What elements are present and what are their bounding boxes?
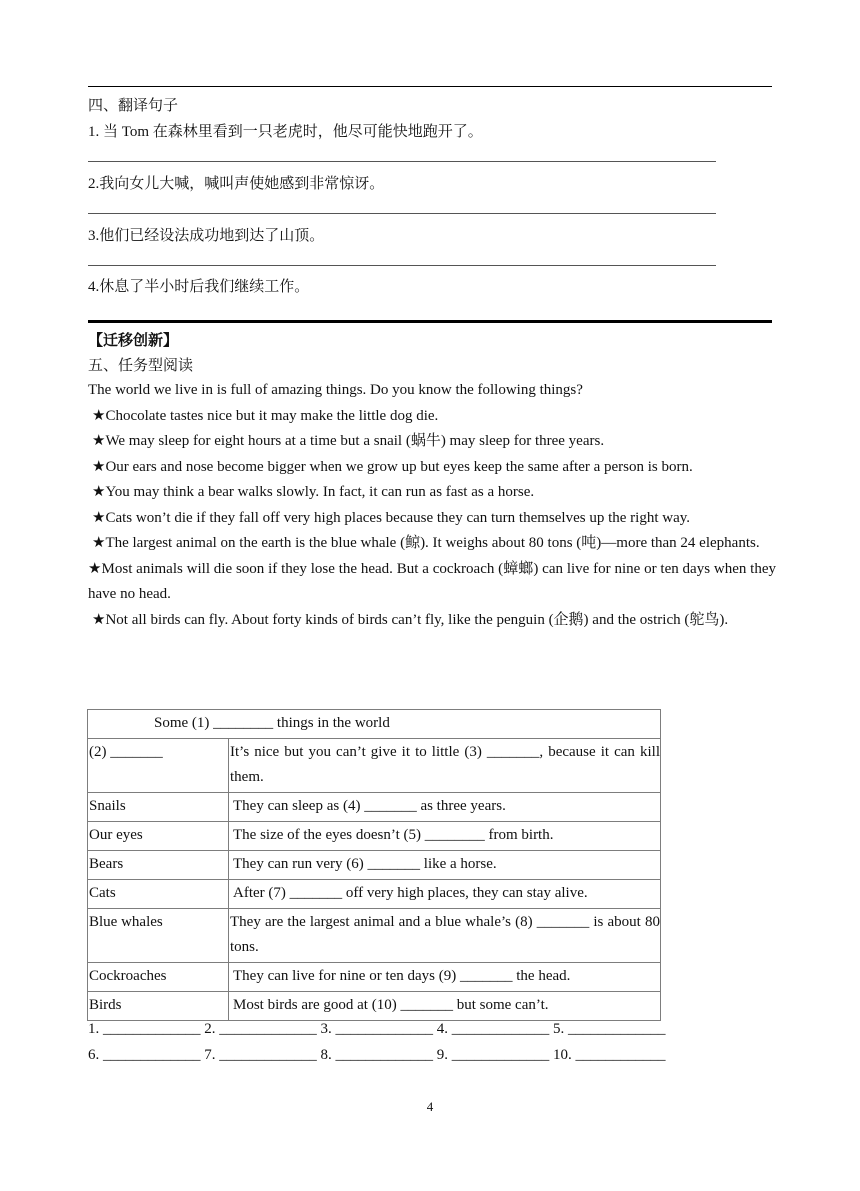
- row-text: They can sleep as (4) _______ as three years.: [229, 793, 661, 822]
- row-label: Bears: [88, 851, 229, 880]
- fact-birds: ★Not all birds can fly. About forty kinds of birds can’t fly, like the penguin (企鹅) and the ostrich (鸵鸟).: [92, 611, 729, 628]
- fact-bear: ★You may think a bear walks slowly. In fact, it can run as fast as a horse.: [92, 484, 535, 500]
- table-header-row: [88, 710, 661, 739]
- table-row: [88, 822, 661, 851]
- translate-item-3: 3.他们已经设法成功地到达了山顶。: [88, 228, 325, 244]
- section-heading-translate: 四、翻译句子: [88, 98, 179, 114]
- row-text: It’s nice but you can’t give it to little (3) _______, because it can kill them.: [229, 739, 661, 793]
- row-label: Birds: [88, 992, 229, 1021]
- top-rule: [88, 86, 772, 87]
- page-number: 4: [426, 1099, 434, 1114]
- table-row: [88, 992, 661, 1021]
- table-row: [88, 963, 661, 992]
- table-row: [88, 739, 661, 793]
- row-label: Cockroaches: [88, 963, 229, 992]
- fact-whale: ★The largest animal on the earth is the blue whale (鲸). It weighs about 80 tons (吨)—more than 24 elephants.: [92, 535, 760, 551]
- table-row: [88, 909, 661, 963]
- row-label: Blue whales: [88, 909, 229, 963]
- answer-blanks-row-2[interactable]: 6. _____________ 7. _____________ 8. _____________ 9. _____________ 10. ____________: [88, 1047, 666, 1063]
- row-text: Most birds are good at (10) _______ but some can’t.: [229, 992, 661, 1021]
- row-text: They are the largest animal and a blue whale’s (8) _______ is about 80 tons.: [229, 909, 661, 963]
- translate-item-4: 4.休息了半小时后我们继续工作。: [88, 279, 310, 295]
- table-header: Some (1) ________ things in the world: [88, 710, 661, 739]
- answer-blanks-row-1[interactable]: 1. _____________ 2. _____________ 3. _____________ 4. _____________ 5. _____________: [88, 1021, 666, 1037]
- section-label: 【迁移创新】: [88, 333, 179, 349]
- fact-cockroach: ★Most animals will die soon if they lose the head. But a cockroach (蟑螂) can live for nine or ten days when they have no head.: [88, 560, 776, 602]
- row-text: The size of the eyes doesn’t (5) ________ from birth.: [229, 822, 661, 851]
- row-label: (2) _______: [88, 739, 229, 793]
- table-row: [88, 793, 661, 822]
- translate-item-1: 1. 当 Tom 在森林里看到一只老虎时，他尽可能快地跑开了。: [88, 124, 483, 140]
- section-divider: [88, 320, 772, 323]
- translate-item-2: 2.我向女儿大喊，喊叫声使她感到非常惊讶。: [88, 176, 385, 192]
- row-label: Snails: [88, 793, 229, 822]
- answer-line-3[interactable]: [88, 265, 716, 266]
- table-row: [88, 851, 661, 880]
- table-row: [88, 880, 661, 909]
- task-table: [87, 709, 661, 1021]
- answer-line-2[interactable]: [88, 213, 716, 214]
- section-heading-reading: 五、任务型阅读: [88, 358, 194, 374]
- answer-line-1[interactable]: [88, 161, 716, 162]
- fact-cats: ★Cats won’t die if they fall off very high places because they can turn themselves up the right way.: [92, 509, 691, 526]
- row-label: Our eyes: [88, 822, 229, 851]
- row-label: Cats: [88, 880, 229, 909]
- row-text: After (7) _______ off very high places, they can stay alive.: [229, 880, 661, 909]
- row-text: They can run very (6) _______ like a horse.: [229, 851, 661, 880]
- row-text: They can live for nine or ten days (9) _______ the head.: [229, 963, 661, 992]
- fact-chocolate: ★Chocolate tastes nice but it may make the little dog die.: [92, 407, 439, 424]
- fact-snail: ★We may sleep for eight hours at a time but a snail (蜗牛) may sleep for three years.: [92, 433, 605, 449]
- reading-passage: [88, 378, 776, 633]
- passage-intro: The world we live in is full of amazing things. Do you know the following things?: [88, 382, 583, 398]
- fact-eyes: ★Our ears and nose become bigger when we grow up but eyes keep the same after a person is born.: [92, 458, 693, 475]
